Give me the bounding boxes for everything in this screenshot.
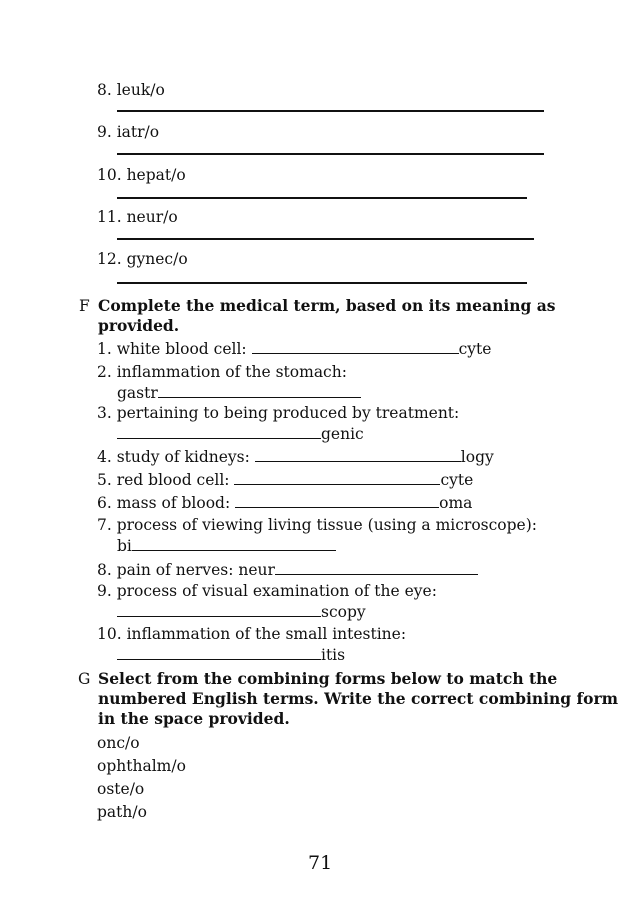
f-item-9-answer xyxy=(117,601,366,622)
list-item-gynec: 12. gynec/o xyxy=(97,250,188,268)
combining-form-oste: oste/o xyxy=(97,780,145,798)
answer-blank[interactable] xyxy=(132,535,336,551)
f-item-6 xyxy=(97,492,472,513)
f-item-5-text: 5. red blood cell: xyxy=(97,471,235,489)
f-item-2-answer xyxy=(117,382,361,403)
f-item-5 xyxy=(97,469,473,490)
combining-form-onc: onc/o xyxy=(97,734,140,752)
section-f-instruction: Complete the medical term, based on its meaning as xyxy=(98,296,556,315)
f-item-2-prefix: gastr xyxy=(117,384,158,402)
f-item-3: 3. pertaining to being produced by treatment: xyxy=(97,404,460,422)
list-item-iatr: 9. iatr/o xyxy=(97,123,160,141)
section-letter-f: F xyxy=(79,297,90,315)
answer-blank[interactable] xyxy=(117,644,321,660)
f-item-4 xyxy=(97,446,494,467)
f-item-6-text: 6. mass of blood: xyxy=(97,494,236,512)
section-g-instruction: Select from the combining forms below to match the xyxy=(98,669,558,688)
answer-blank[interactable] xyxy=(117,601,321,617)
f-item-4-text: 4. study of kidneys: xyxy=(97,448,255,466)
combining-form-path: path/o xyxy=(97,803,147,821)
answer-blank[interactable] xyxy=(275,559,478,575)
f-item-10-suffix: itis xyxy=(321,646,346,664)
answer-line[interactable] xyxy=(117,197,527,199)
section-f-instruction-cont: provided. xyxy=(98,316,180,335)
answer-blank[interactable] xyxy=(255,446,461,462)
f-item-9-suffix: scopy xyxy=(321,603,366,621)
f-item-10-answer xyxy=(117,644,345,665)
answer-line[interactable] xyxy=(117,153,544,155)
f-item-10: 10. inflammation of the small intestine: xyxy=(97,625,407,643)
answer-line[interactable] xyxy=(117,110,544,112)
f-item-7-prefix: bi xyxy=(117,537,132,555)
f-item-6-suffix: oma xyxy=(439,494,473,512)
f-item-7-answer xyxy=(117,535,336,556)
answer-blank[interactable] xyxy=(158,382,361,398)
answer-blank[interactable] xyxy=(234,469,440,485)
answer-blank[interactable] xyxy=(235,492,439,508)
section-g-instruction-cont: numbered English terms. Write the correct combining form xyxy=(98,689,619,708)
f-item-7: 7. process of viewing living tissue (using a microscope): xyxy=(97,516,537,534)
f-item-5-suffix: cyte xyxy=(440,471,474,489)
section-g-instruction-end: in the space provided. xyxy=(98,709,290,728)
answer-blank[interactable] xyxy=(252,338,459,354)
f-item-3-answer xyxy=(117,423,364,444)
f-item-2: 2. inflammation of the stomach: xyxy=(97,363,347,381)
answer-blank[interactable] xyxy=(117,423,321,439)
f-item-3-suffix: genic xyxy=(321,425,364,443)
f-item-9: 9. process of visual examination of the eye: xyxy=(97,582,437,600)
f-item-1-suffix: cyte xyxy=(458,340,492,358)
section-letter-g: G xyxy=(78,670,91,688)
list-item-neur: 11. neur/o xyxy=(97,208,178,226)
combining-form-ophthalm: ophthalm/o xyxy=(97,757,186,775)
list-item-leuk: 8. leuk/o xyxy=(97,81,165,99)
page-number: 71 xyxy=(308,852,333,874)
f-item-8-text: 8. pain of nerves: neur xyxy=(97,561,275,579)
list-item-hepat: 10. hepat/o xyxy=(97,166,186,184)
f-item-4-suffix: logy xyxy=(460,448,494,466)
answer-line[interactable] xyxy=(117,282,527,284)
f-item-1-text: 1. white blood cell: xyxy=(97,340,252,358)
f-item-1 xyxy=(97,338,491,359)
f-item-8 xyxy=(97,559,478,580)
answer-line[interactable] xyxy=(117,238,534,240)
